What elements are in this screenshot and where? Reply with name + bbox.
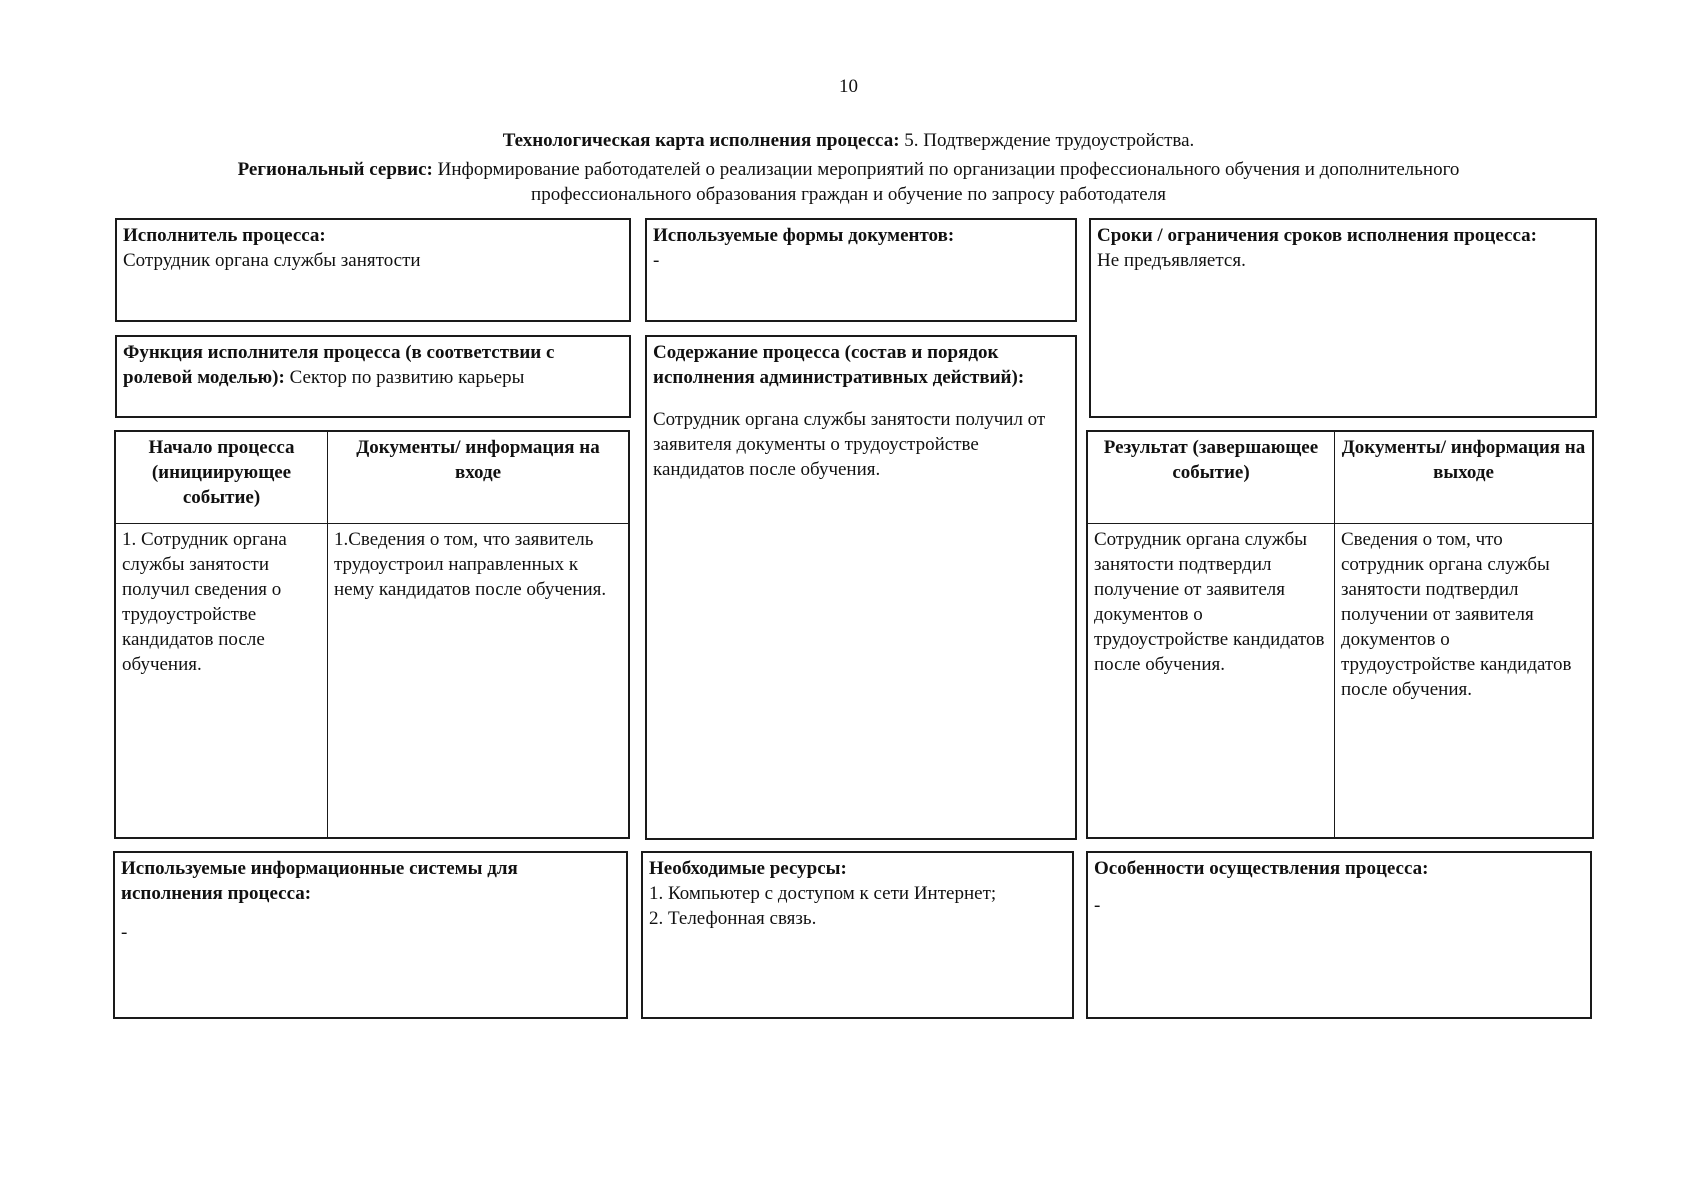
start-col1-value: 1. Сотрудник органа службы занятости получил сведения о трудоустройстве кандидатов после обучения. [122,529,287,675]
header-line-3 [60,182,1637,207]
forms-title: Используемые формы документов: [653,225,955,246]
forms-box [645,218,1077,322]
start-col2-header: Документы/ информация на входе [356,437,600,483]
result-col2-value: Сведения о том, что сотрудник органа службы занятости подтвердил получении от заявителя документов о трудоустройстве кандидатов после обучения. [1341,529,1572,700]
regional-service-label: Региональный сервис: [237,159,433,180]
result-col1-header: Результат (завершающее событие) [1103,437,1319,483]
header-line-2 [60,157,1637,182]
features-value: - [1094,895,1101,916]
executor-value: Сотрудник органа службы занятости [123,250,421,271]
process-map-label: Технологическая карта исполнения процесса: [502,130,900,151]
executor-title: Исполнитель процесса: [123,225,326,246]
content-value: Сотрудник органа службы занятости получил от заявителя документы о трудоустройстве кандидатов после обучения. [653,409,1046,480]
function-box [115,335,631,418]
resource-item-1: 1. Компьютер с доступом к сети Интернет; [649,883,997,904]
content-title: Содержание процесса (состав и порядок исполнения административных действий): [653,342,1025,388]
start-col1-header: Начало процесса (инициирующее событие) [148,437,295,508]
features-title: Особенности осуществления процесса: [1094,858,1429,879]
result-col1-value: Сотрудник органа службы занятости подтвердил получение от заявителя документов о трудоустройстве кандидатов после обучения. [1094,529,1325,675]
info-systems-box [113,851,628,1019]
forms-value: - [653,250,660,271]
info-systems-title: Используемые информационные системы для исполнения процесса: [121,858,518,904]
resources-title: Необходимые ресурсы: [649,858,847,879]
function-value: Сектор по развитию карьеры [284,367,525,388]
regional-service-value: Информирование работодателей о реализации мероприятий по организации профессионального обучения и дополнительного [432,159,1460,180]
header-line-1 [60,128,1637,153]
function-title: Функция исполнителя процесса (в соответствии с ролевой моделью): [123,342,555,388]
process-map-value: 5. Подтверждение трудоустройства. [899,130,1195,151]
features-box [1086,851,1592,1019]
result-col2-header: Документы/ информация на выходе [1341,437,1586,483]
resources-box [641,851,1074,1019]
start-col2-value: 1.Сведения о том, что заявитель трудоустроил направленных к нему кандидатов после обучения. [334,529,607,600]
terms-box [1089,218,1597,418]
content-box [645,335,1077,840]
terms-title: Сроки / ограничения сроков исполнения процесса: [1097,225,1537,246]
executor-box [115,218,631,322]
resource-item-2: 2. Телефонная связь. [649,908,817,929]
page-number-text: 10 [839,76,858,97]
page-number [0,74,1697,99]
info-systems-value: - [121,922,128,943]
terms-value: Не предъявляется. [1097,250,1246,271]
regional-service-value-cont: профессионального образования граждан и обучение по запросу работодателя [531,184,1166,205]
start-table [114,430,630,839]
result-table [1086,430,1594,839]
